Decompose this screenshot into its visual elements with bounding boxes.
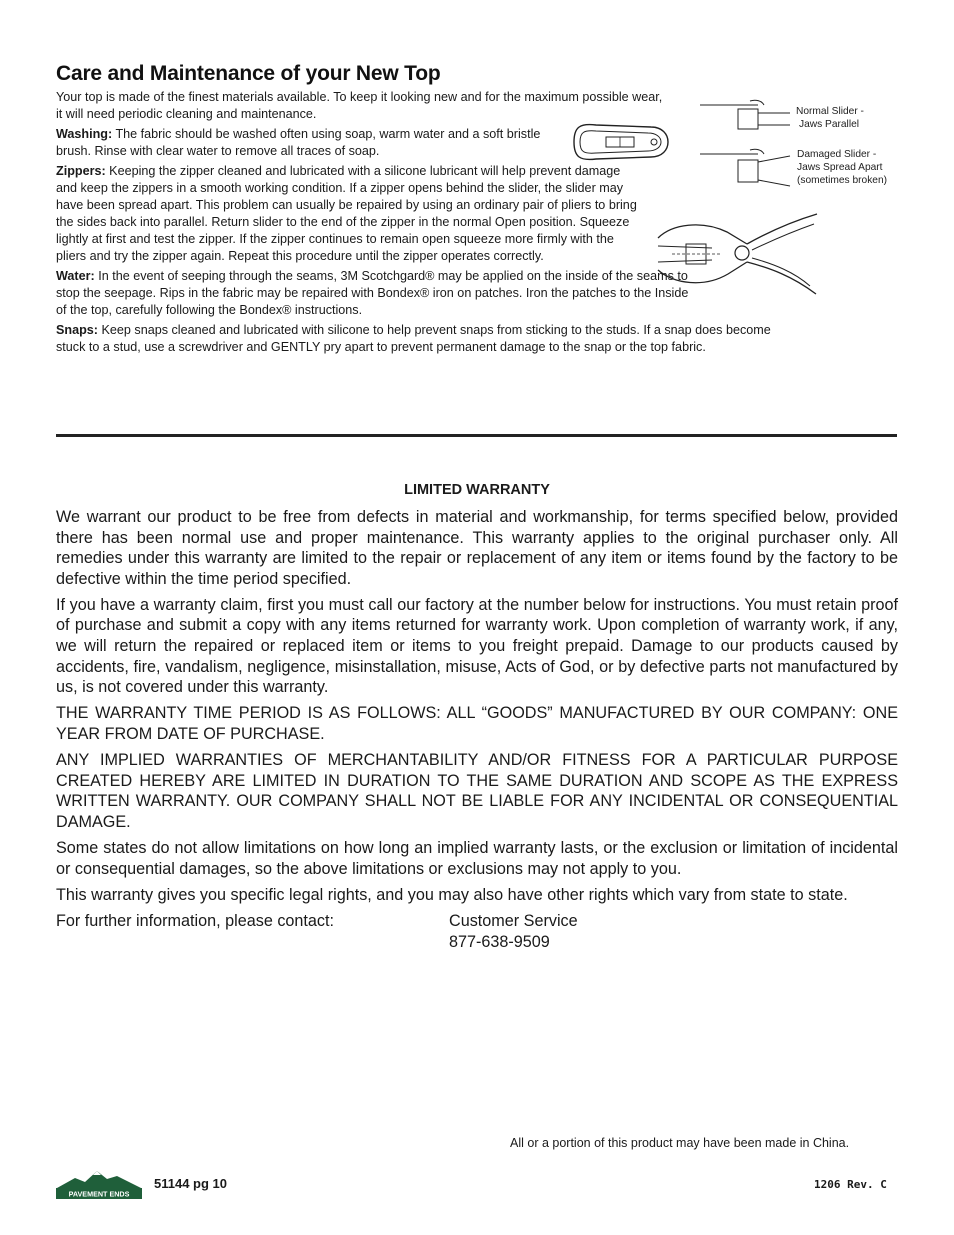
warranty-paragraph-2: If you have a warranty claim, first you must call our factory at the number below for instructions. You must retain proof of purchase and submit a copy with any items returned for warranty work. Upon completion of warranty work, if any, we will return the repaired or replaced item or items to you freight prepaid. Damage to our products caused by accidents, fire, vandalism, negligence, misinstallation, misuse, Acts of God, or by defective parts not manufactured by us, is not covered under this warranty.	[56, 595, 898, 697]
warranty-paragraph-6: This warranty gives you specific legal rights, and you may also have other rights which vary from state to state.	[56, 885, 848, 904]
contact-block	[56, 911, 898, 953]
warranty-paragraph-5: Some states do not allow limitations on how long an implied warranty lasts, or the exclusion or limitation of incidental or consequential damages, so the above limitations or exclusions may not apply to you.	[56, 838, 898, 878]
contact-name: Customer Service	[449, 911, 578, 930]
warranty-title: LIMITED WARRANTY	[404, 482, 550, 498]
snaps-label: Snaps:	[56, 323, 98, 337]
care-intro: Your top is made of the finest materials available. To keep it looking new and for the maximum possible wear, it will need periodic cleaning and maintenance.	[56, 90, 663, 121]
warranty-paragraph-3: THE WARRANTY TIME PERIOD IS AS FOLLOWS: ALL “GOODS” MANUFACTURED BY OUR COMPANY: ONE YEAR FROM DATE OF PURCHASE.	[56, 704, 898, 743]
warranty-paragraph-4: ANY IMPLIED WARRANTIES OF MERCHANTABILITY AND/OR FITNESS FOR A PARTICULAR PURPOSE CREATED HEREBY ARE LIMITED IN DURATION TO THE SAME DURATION AND SCOPE AS THE EXPRESS WRITTEN WARRANTY. OUR COMPANY SHALL NOT BE LIABLE FOR ANY INCIDENTAL OR CONSEQUENTIAL DAMAGE.	[56, 751, 898, 831]
zippers-text: Keeping the zipper cleaned and lubricated with a silicone lubricant will help prevent damage and keep the zippers in a smooth working condition. If a zipper opens behind the slider, the slider may have been spread apart. This problem can usually be repaired by using an ordinary pair of pliers to bring the sides back into parallel. Return slider to the end of the zipper in the normal Open position. Squeeze lightly at first and test the zipper. If the zipper continues to remain open squeeze more firmly with the pliers and try the zipper again. Repeat this procedure until the zipper operates correctly.	[56, 164, 637, 263]
zippers-label: Zippers:	[56, 164, 106, 178]
contact-phone: 877-638-9509	[449, 932, 550, 951]
pavement-ends-logo	[55, 1168, 143, 1200]
snaps-paragraph	[56, 322, 776, 356]
washing-text: The fabric should be washed often using soap, warm water and a soft bristle brush. Rinse with clear water to remove all traces of soap.	[56, 127, 541, 158]
care-title: Care and Maintenance of your New Top	[56, 62, 441, 85]
warranty-paragraph-1: We warrant our product to be free from defects in material and workmanship, for terms specified below, provided there has been normal use and proper maintenance. This warranty applies to the original purchaser only. All remedies under this warranty are limited to the repair or replacement of any item or items found by the factory to be defective within the time period specified.	[56, 508, 898, 588]
revision-code: 1206 Rev. C	[814, 1178, 887, 1191]
origin-note: All or a portion of this product may have been made in China.	[510, 1136, 850, 1150]
section-divider	[56, 434, 897, 437]
washing-paragraph	[56, 126, 561, 160]
contact-label: For further information, please contact:	[56, 911, 335, 930]
washing-label: Washing:	[56, 127, 113, 141]
water-label: Water:	[56, 269, 95, 283]
water-paragraph	[56, 268, 696, 319]
zipper-slider-illustration	[566, 117, 672, 167]
pliers-illustration	[652, 210, 822, 298]
logo-text: PAVEMENT ENDS	[68, 1189, 130, 1199]
water-text: In the event of seeping through the seams, 3M Scotchgard® may be applied on the inside of the seams to stop the seepage. Rips in the fabric may be repaired with Bondex® iron on patches. Iron the patches to the Inside of the top, carefully following the Bondex® instructions.	[56, 269, 689, 317]
page-reference: 51144 pg 10	[154, 1176, 227, 1191]
normal-slider-icon	[700, 97, 795, 133]
snaps-text: Keep snaps cleaned and lubricated with silicone to help prevent snaps from sticking to the studs. If a snap does become stuck to a stud, use a screwdriver and GENTLY pry apart to prevent permanent damage to the snap or the top fabric.	[56, 323, 771, 354]
zippers-paragraph	[56, 163, 641, 265]
damaged-slider-caption: Damaged Slider - Jaws Spread Apart (sometimes broken)	[797, 149, 888, 186]
normal-slider-caption: Normal Slider - Jaws Parallel	[796, 106, 864, 130]
warranty-body	[56, 507, 898, 953]
damaged-slider-icon	[700, 146, 795, 188]
